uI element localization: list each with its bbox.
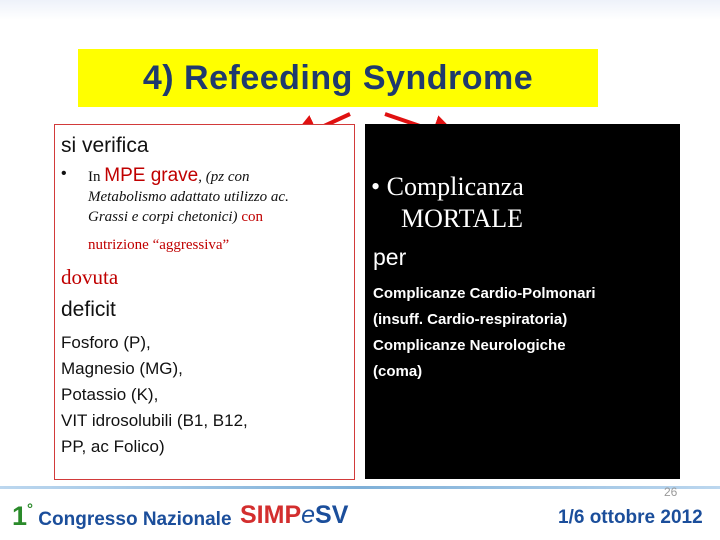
list-item: Complicanze Cardio-Polmonari — [373, 285, 596, 302]
deficit-text: deficit — [61, 298, 116, 321]
list-item: (insuff. Cardio-respiratoria) — [373, 311, 568, 328]
complications-list — [373, 281, 596, 385]
in-text: In — [88, 169, 105, 185]
list-item: Fosforo (P), — [61, 333, 151, 352]
mpe-line — [88, 165, 249, 187]
event-date: 1/6 ottobre 2012 — [558, 507, 703, 528]
comma-text: , — [198, 169, 206, 185]
left-panel-heading: si verifica — [61, 134, 149, 157]
logo-e: e — [301, 501, 316, 529]
slide-title: 4) Refeeding Syndrome — [142, 58, 534, 97]
right-panel — [365, 124, 680, 479]
list-item: Magnesio (MG), — [61, 359, 183, 378]
logo-simp: SIMP — [240, 501, 302, 529]
congress-label — [12, 501, 232, 532]
nutrition-line: nutrizione “aggressiva” — [88, 237, 230, 253]
list-item: Complicanze Neurologiche — [373, 337, 566, 354]
logo-sv: SV — [315, 501, 349, 529]
mpe-grave-text: MPE grave — [104, 165, 199, 186]
list-item: VIT idrosolubili (B1, B12, — [61, 411, 248, 430]
complicanza-text: • Complicanza — [371, 172, 524, 201]
congress-text: Congresso Nazionale — [33, 509, 232, 530]
ketones-line — [88, 209, 263, 226]
footer — [0, 489, 720, 540]
per-text: per — [373, 244, 407, 270]
metabolism-line: Metabolismo adattato utilizzo ac. — [88, 189, 289, 205]
con-text: con — [241, 209, 263, 225]
pz-text: (pz con — [205, 169, 250, 185]
list-item: Potassio (K), — [61, 385, 159, 404]
list-item: PP, ac Folico) — [61, 437, 165, 456]
page-number: 26 — [664, 485, 678, 499]
left-panel — [54, 124, 355, 480]
congress-degree: ° — [27, 501, 34, 518]
congress-number: 1 — [12, 501, 28, 531]
list-item: (coma) — [373, 363, 423, 380]
mortale-text: MORTALE — [401, 204, 524, 233]
simpesv-logo — [240, 501, 348, 530]
bullet-dot: • — [61, 165, 67, 182]
dovuta-text: dovuta — [61, 265, 119, 289]
deficit-list — [61, 330, 248, 460]
ketones-text: Grassi e corpi chetonici) — [88, 209, 242, 225]
